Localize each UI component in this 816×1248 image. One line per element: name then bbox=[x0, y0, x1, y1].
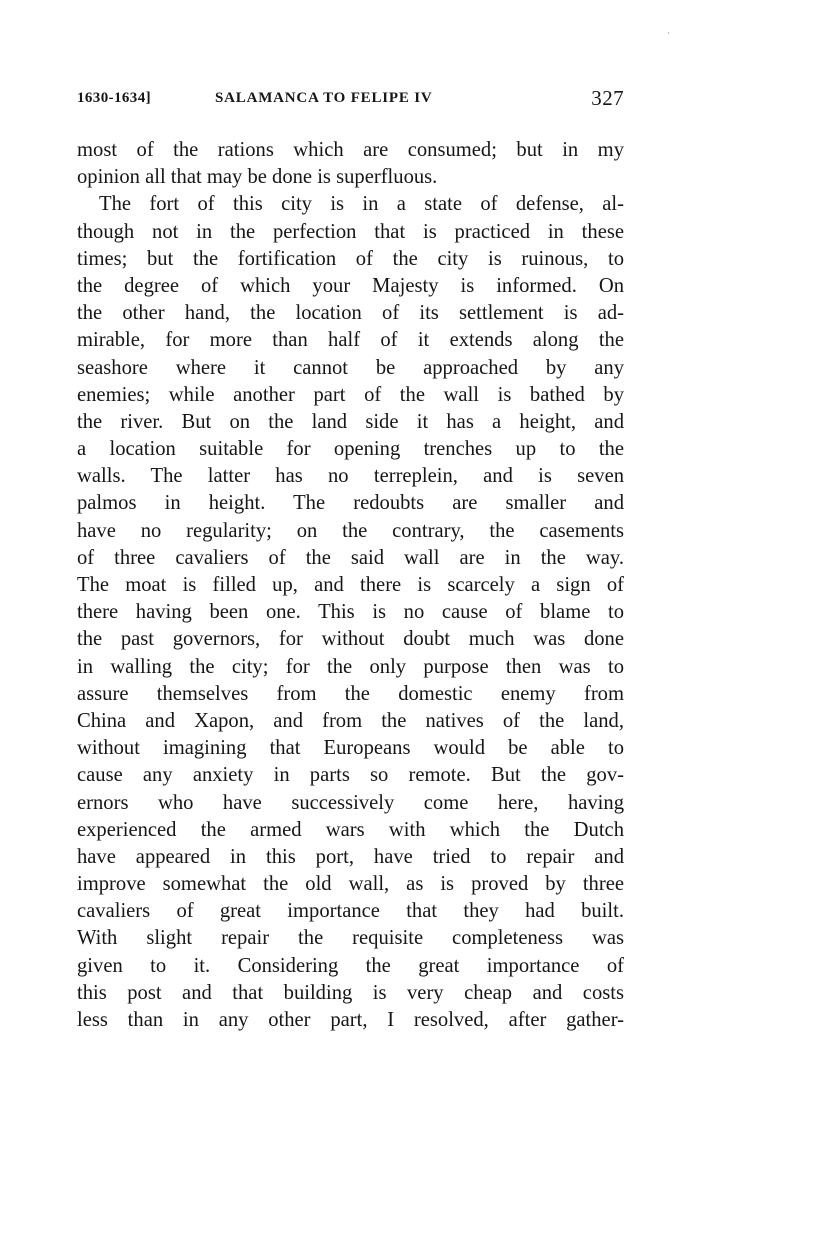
text-line: less than in any other part, I resolved, after gather- bbox=[77, 1009, 624, 1031]
body-text bbox=[77, 137, 624, 1034]
text-line: the past governors, for without doubt much was done bbox=[77, 628, 624, 651]
text-line: With slight repair the requisite completeness was bbox=[77, 927, 624, 950]
text-line: of three cavaliers of the said wall are in the way. bbox=[77, 546, 624, 569]
text-line: though not in the perfection that is practiced in these bbox=[77, 220, 624, 243]
text-line: without imagining that Europeans would be able to bbox=[77, 737, 624, 760]
text-line: China and Xapon, and from the natives of the land, bbox=[77, 709, 624, 732]
text-line: this post and that building is very cheap and costs bbox=[77, 981, 624, 1004]
text-line: times; but the fortification of the city is ruinous, to bbox=[77, 247, 624, 270]
text-line: experienced the armed wars with which the Dutch bbox=[77, 818, 624, 841]
text-line: ernors who have successively come here, having bbox=[77, 791, 624, 814]
text-line: opinion all that may be done is superfluous. bbox=[77, 166, 438, 189]
text-line: enemies; while another part of the wall is bathed by bbox=[77, 383, 624, 406]
text-line: the other hand, the location of its settlement is ad- bbox=[77, 302, 624, 325]
text-line: The fort of this city is in a state of defense, al- bbox=[99, 193, 624, 216]
text-line: assure themselves from the domestic enemy from bbox=[77, 682, 624, 705]
page-number: 327 bbox=[591, 86, 624, 110]
text-line: seashore where it cannot be approached by any bbox=[77, 356, 624, 379]
running-head-years: 1630-1634] bbox=[77, 90, 151, 106]
text-line: have no regularity; on the contrary, the casements bbox=[77, 519, 624, 542]
text-line: a location suitable for opening trenches up to the bbox=[77, 438, 624, 461]
text-line: The moat is filled up, and there is scarcely a sign of bbox=[77, 574, 624, 596]
text-line: have appeared in this port, have tried to repair and bbox=[77, 845, 624, 868]
running-head-title: SALAMANCA TO FELIPE IV bbox=[215, 90, 433, 106]
text-line: in walling the city; for the only purpose then was to bbox=[77, 655, 624, 678]
text-line: improve somewhat the old wall, as is proved by three bbox=[77, 873, 624, 896]
text-line: palmos in height. The redoubts are smaller and bbox=[77, 492, 624, 515]
text-line: walls. The latter has no terreplein, and is seven bbox=[77, 465, 624, 488]
running-head bbox=[77, 86, 624, 116]
text-line: mirable, for more than half of it extends along the bbox=[77, 329, 624, 352]
scan-speck bbox=[668, 32, 669, 34]
text-line: cavaliers of great importance that they had built. bbox=[77, 900, 624, 923]
text-line: cause any anxiety in parts so remote. But the gov- bbox=[77, 764, 624, 787]
text-line: there having been one. This is no cause of blame to bbox=[77, 601, 624, 624]
text-line: the river. But on the land side it has a height, and bbox=[77, 410, 624, 433]
text-line: given to it. Considering the great importance of bbox=[77, 954, 624, 977]
text-line: the degree of which your Majesty is informed. On bbox=[77, 274, 624, 297]
text-line: most of the rations which are consumed; but in my bbox=[77, 139, 624, 161]
